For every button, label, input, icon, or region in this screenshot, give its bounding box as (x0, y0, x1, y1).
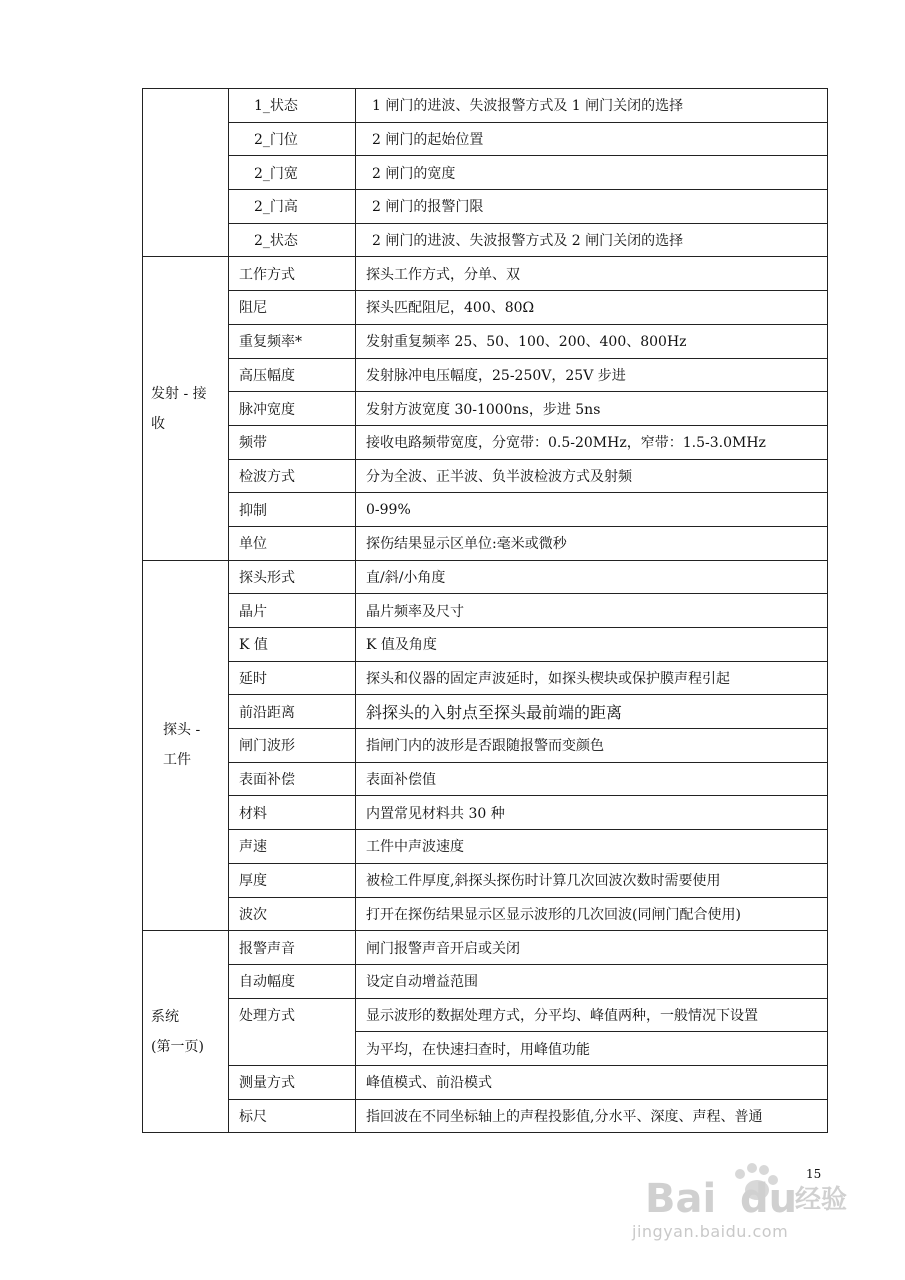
desc-cell: 发射重复频率 25、50、100、200、400、800Hz (356, 324, 828, 358)
table-row (143, 998, 828, 1032)
desc-cell: 2 闸门的报警门限 (356, 190, 828, 224)
table-row (143, 89, 828, 123)
category-line: 工件 (163, 752, 191, 769)
category-line: 系统 (151, 1008, 179, 1025)
desc-cell: 2 闸门的进波、失波报警方式及 2 闸门关闭的选择 (356, 223, 828, 257)
param-cell: 晶片 (229, 594, 356, 628)
desc-cell: 为平均，在快速扫查时，用峰值功能 (356, 1032, 828, 1066)
table-row (143, 897, 828, 931)
desc-cell: 打开在探伤结果显示区显示波形的几次回波(同闸门配合使用) (356, 897, 828, 931)
desc-cell: 发射脉冲电压幅度，25-250V，25V 步进 (356, 358, 828, 392)
param-cell: 厚度 (229, 863, 356, 897)
category-line: 收 (151, 415, 165, 432)
table-row (143, 526, 828, 560)
desc-cell: 探头和仪器的固定声波延时，如探头楔块或保护膜声程引起 (356, 661, 828, 695)
category-cell (143, 257, 229, 560)
desc-cell: 接收电路频带宽度，分宽带：0.5-20MHz，窄带：1.5-3.0MHz (356, 425, 828, 459)
param-cell: 延时 (229, 661, 356, 695)
table-row (143, 223, 828, 257)
category-cell (143, 89, 229, 257)
param-cell: 检波方式 (229, 459, 356, 493)
param-cell: 1_状态 (229, 89, 356, 123)
desc-cell: 直/斜/小角度 (356, 560, 828, 594)
param-cell: 脉冲宽度 (229, 392, 356, 426)
svg-text:du: du (740, 1176, 798, 1222)
param-cell: 阻尼 (229, 291, 356, 325)
param-cell: 抑制 (229, 493, 356, 527)
param-cell: 单位 (229, 526, 356, 560)
param-cell: 探头形式 (229, 560, 356, 594)
param-cell: 2_状态 (229, 223, 356, 257)
table-row (143, 392, 828, 426)
desc-cell: 分为全波、正半波、负半波检波方式及射频 (356, 459, 828, 493)
desc-cell: 0-99% (356, 493, 828, 527)
baidu-jingyan-watermark (645, 1160, 855, 1260)
desc-cell: 探伤结果显示区单位:毫米或微秒 (356, 526, 828, 560)
param-cell: 测量方式 (229, 1065, 356, 1099)
category-line: 发射 - 接 (151, 385, 207, 402)
desc-cell: 工件中声波速度 (356, 830, 828, 864)
param-cell: 工作方式 (229, 257, 356, 291)
table-row (143, 863, 828, 897)
desc-cell: 1 闸门的进波、失波报警方式及 1 闸门关闭的选择 (356, 89, 828, 123)
table-row (143, 257, 828, 291)
param-cell: 波次 (229, 897, 356, 931)
desc-cell: 探头匹配阻尼，400、80Ω (356, 291, 828, 325)
table-row (143, 695, 828, 729)
param-cell: 材料 (229, 796, 356, 830)
desc-cell: 设定自动增益范围 (356, 964, 828, 998)
table-row (143, 964, 828, 998)
param-cell: 声速 (229, 830, 356, 864)
table-row (143, 156, 828, 190)
desc-cell: 表面补偿值 (356, 762, 828, 796)
desc-cell: K 值及角度 (356, 628, 828, 662)
desc-cell: 指回波在不同坐标轴上的声程投影值,分水平、深度、声程、普通 (356, 1099, 828, 1133)
param-cell: 频带 (229, 425, 356, 459)
table-row (143, 122, 828, 156)
svg-text:Bai: Bai (645, 1176, 717, 1222)
table-row (143, 560, 828, 594)
table-row (143, 190, 828, 224)
category-line: 探头 - (163, 722, 201, 739)
table-row (143, 931, 828, 965)
desc-cell: 斜探头的入射点至探头最前端的距离 (356, 695, 828, 729)
desc-cell: 指闸门内的波形是否跟随报警而变颜色 (356, 729, 828, 763)
watermark-url: jingyan.baidu.com (632, 1222, 789, 1241)
table-row (143, 324, 828, 358)
param-cell: 2_门位 (229, 122, 356, 156)
desc-cell: 2 闸门的起始位置 (356, 122, 828, 156)
desc-cell: 2 闸门的宽度 (356, 156, 828, 190)
table-row (143, 358, 828, 392)
table-row (143, 425, 828, 459)
param-cell: 重复频率* (229, 324, 356, 358)
category-cell (143, 560, 229, 931)
desc-cell: 峰值模式、前沿模式 (356, 1065, 828, 1099)
page-number: 15 (806, 1167, 822, 1181)
parameter-table (142, 88, 828, 1133)
desc-cell: 显示波形的数据处理方式，分平均、峰值两种，一般情况下设置 (356, 998, 828, 1032)
table-row (143, 729, 828, 763)
table-row (143, 594, 828, 628)
param-cell: 标尺 (229, 1099, 356, 1133)
table-row (143, 762, 828, 796)
param-cell: 表面补偿 (229, 762, 356, 796)
param-cell: 闸门波形 (229, 729, 356, 763)
table-row (143, 1099, 828, 1133)
table-row (143, 628, 828, 662)
param-cell: K 值 (229, 628, 356, 662)
svg-text:经验: 经验 (795, 1185, 848, 1215)
desc-cell: 探头工作方式，分单、双 (356, 257, 828, 291)
param-cell: 高压幅度 (229, 358, 356, 392)
desc-cell: 闸门报警声音开启或关闭 (356, 931, 828, 965)
table-row (143, 796, 828, 830)
param-cell: 2_门高 (229, 190, 356, 224)
table-row (143, 830, 828, 864)
param-cell: 报警声音 (229, 931, 356, 965)
category-line: (第一页) (151, 1038, 204, 1055)
param-cell: 2_门宽 (229, 156, 356, 190)
table-row (143, 291, 828, 325)
table-row (143, 661, 828, 695)
table-row (143, 1065, 828, 1099)
desc-cell: 发射方波宽度 30-1000ns，步进 5ns (356, 392, 828, 426)
desc-cell: 内置常见材料共 30 种 (356, 796, 828, 830)
table-row (143, 493, 828, 527)
category-cell (143, 931, 229, 1133)
param-cell: 前沿距离 (229, 695, 356, 729)
table-row (143, 459, 828, 493)
desc-cell: 晶片频率及尺寸 (356, 594, 828, 628)
param-cell: 自动幅度 (229, 964, 356, 998)
desc-cell: 被检工件厚度,斜探头探伤时计算几次回波次数时需要使用 (356, 863, 828, 897)
param-cell: 处理方式 (229, 998, 356, 1065)
